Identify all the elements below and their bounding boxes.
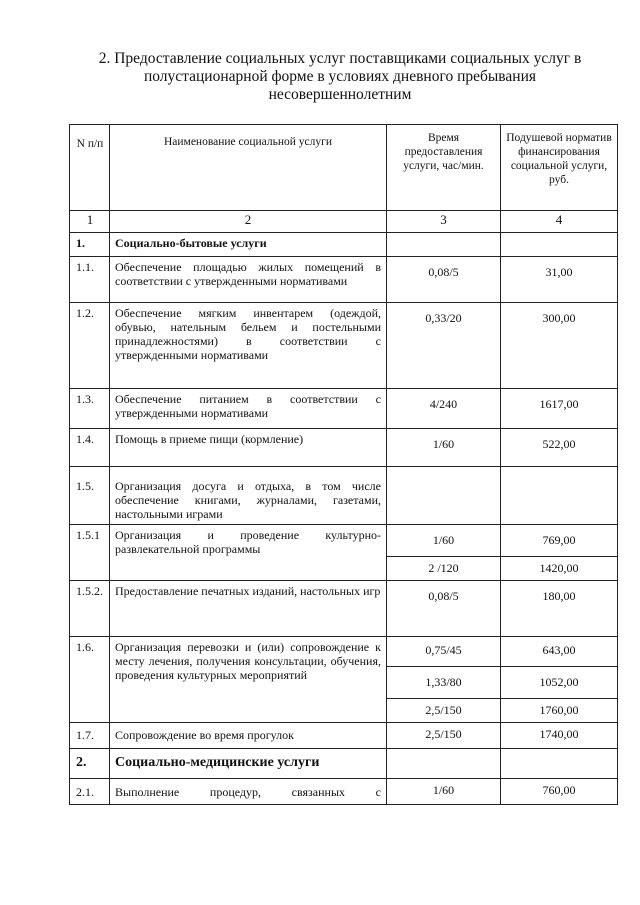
heading-line-3: несовершеннолетним xyxy=(268,86,412,103)
services-table xyxy=(69,124,618,805)
empty-cell xyxy=(387,467,501,525)
row-number: 1.7. xyxy=(70,723,110,749)
service-name: Сопровождение во время прогулок xyxy=(110,723,387,749)
service-cost: 180,00 xyxy=(501,581,618,637)
row-number: 1.5.1 xyxy=(70,525,110,581)
table-row xyxy=(70,637,618,667)
table-row xyxy=(70,779,618,805)
service-time: 1/60 xyxy=(387,525,501,557)
empty-cell xyxy=(387,233,501,257)
service-name: Помощь в приеме пищи (кормление) xyxy=(110,429,387,467)
service-cost: 1420,00 xyxy=(501,557,618,581)
row-number: 1.5.2. xyxy=(70,581,110,637)
table-row xyxy=(70,723,618,749)
service-time: 0,75/45 xyxy=(387,637,501,667)
document-heading xyxy=(80,50,600,104)
service-time: 1/60 xyxy=(387,779,501,805)
service-cost: 760,00 xyxy=(501,779,618,805)
service-cost: 769,00 xyxy=(501,525,618,557)
service-time: 1/60 xyxy=(387,429,501,467)
row-number: 2.1. xyxy=(70,779,110,805)
service-name: Предоставление печатных изданий, настольных игр xyxy=(110,581,387,637)
service-name: Обеспечение питанием в соответствии с утвержденными нормативами xyxy=(110,389,387,429)
header-col-cost: Подушевой норматив финансирования социальной услуги, руб. xyxy=(501,125,618,211)
service-name: Организация и проведение культурно-развлекательной программы xyxy=(110,525,387,581)
service-name: Обеспечение мягким инвентарем (одеждой, обувью, нательным бельем и постельными принадлежностями) в соответствии с утвержденными нормативами xyxy=(110,303,387,389)
service-cost: 1760,00 xyxy=(501,699,618,723)
service-name: Организация перевозки и (или) сопровождение к месту лечения, получения консультации, обучения, проведения культурных мероприятий xyxy=(110,637,387,723)
table-row xyxy=(70,389,618,429)
empty-cell xyxy=(387,749,501,779)
header-col-number: N п/п xyxy=(70,125,110,211)
service-time: 2,5/150 xyxy=(387,723,501,749)
empty-cell xyxy=(501,467,618,525)
service-time: 1,33/80 xyxy=(387,667,501,699)
row-number: 1.5. xyxy=(70,467,110,525)
table-row xyxy=(70,257,618,303)
empty-cell xyxy=(501,233,618,257)
table-row xyxy=(70,303,618,389)
service-time: 2,5/150 xyxy=(387,699,501,723)
service-cost: 1740,00 xyxy=(501,723,618,749)
service-cost: 643,00 xyxy=(501,637,618,667)
header-col-name: Наименование социальной услуги xyxy=(110,125,387,211)
service-time: 0,33/20 xyxy=(387,303,501,389)
table-row xyxy=(70,467,618,525)
table-header-row xyxy=(70,125,618,211)
column-number: 4 xyxy=(501,211,618,233)
row-number: 1.4. xyxy=(70,429,110,467)
row-number: 1.1. xyxy=(70,257,110,303)
table-row xyxy=(70,581,618,637)
service-time: 0,08/5 xyxy=(387,257,501,303)
section-title: Социально-бытовые услуги xyxy=(110,233,387,257)
table-row xyxy=(70,429,618,467)
service-time: 4/240 xyxy=(387,389,501,429)
section-number: 1. xyxy=(70,233,110,257)
service-time: 2 /120 xyxy=(387,557,501,581)
section-row xyxy=(70,749,618,779)
column-number: 2 xyxy=(110,211,387,233)
section-number: 2. xyxy=(70,749,110,779)
service-name: Организация досуга и отдыха, в том числе обеспечение книгами, журналами, газетами, настольными играми xyxy=(110,467,387,525)
service-name: Обеспечение площадью жилых помещений в соответствии с утвержденными нормативами xyxy=(110,257,387,303)
empty-cell xyxy=(501,749,618,779)
row-number: 1.6. xyxy=(70,637,110,723)
heading-line-2: полустационарной форме в условиях дневного пребывания xyxy=(143,68,537,85)
section-row xyxy=(70,233,618,257)
column-numbers-row xyxy=(70,211,618,233)
row-number: 1.3. xyxy=(70,389,110,429)
service-cost: 300,00 xyxy=(501,303,618,389)
service-cost: 1617,00 xyxy=(501,389,618,429)
service-name: Выполнение процедур, связанных с xyxy=(110,779,387,805)
heading-line-1: 2. Предоставление социальных услуг поставщиками социальных услуг в xyxy=(98,50,582,67)
service-cost: 522,00 xyxy=(501,429,618,467)
column-number: 3 xyxy=(387,211,501,233)
service-cost: 1052,00 xyxy=(501,667,618,699)
service-time: 0,08/5 xyxy=(387,581,501,637)
row-number: 1.2. xyxy=(70,303,110,389)
header-col-time: Время предоставления услуги, час/мин. xyxy=(387,125,501,211)
column-number: 1 xyxy=(70,211,110,233)
service-cost: 31,00 xyxy=(501,257,618,303)
table-row xyxy=(70,525,618,557)
section-title: Социально-медицинские услуги xyxy=(110,749,387,779)
